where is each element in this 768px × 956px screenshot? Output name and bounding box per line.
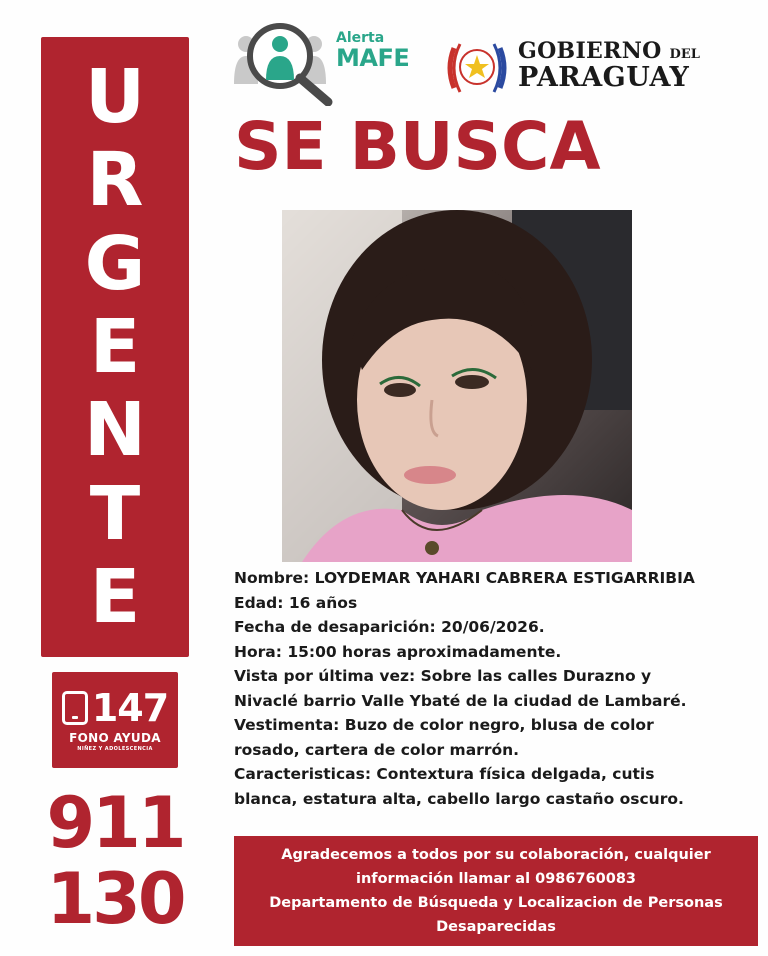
department-line-cont: Desaparecidas <box>436 919 556 935</box>
urgent-letter: T <box>89 470 141 557</box>
urgent-letter: E <box>89 303 141 390</box>
detail-clothing-cont: rosado, cartera de color marrón. <box>234 740 520 759</box>
gobierno-title-line1 <box>518 38 700 64</box>
detail-last-seen: Vista por última vez: Sobre las calles Durazno y <box>234 667 652 685</box>
detail-last-seen-cont: Nivaclé barrio Valle Ybaté de la ciudad de Lambaré. <box>234 691 687 710</box>
contact-phone-line: información llamar al 0986760083 <box>355 871 637 887</box>
gobierno-del-word: DEL <box>669 47 700 62</box>
detail-date: Fecha de desaparición: 20/06/2026. <box>234 618 545 636</box>
gobierno-word: GOBIERNO <box>518 38 662 64</box>
detail-age: Edad: 16 años <box>234 593 358 612</box>
detail-features: Caracteristicas: Contextura física delgada, cutis <box>234 765 655 783</box>
urgent-letter: R <box>86 137 144 224</box>
phone-icon <box>62 691 88 725</box>
emergency-number-911: 911 <box>46 782 184 864</box>
fono-ayuda-top <box>62 685 169 730</box>
gobierno-title-line2: PARAGUAY <box>518 62 690 93</box>
se-busca-headline: SE BUSCA <box>234 108 601 185</box>
urgent-letter: U <box>84 53 146 140</box>
urgent-letter: N <box>84 387 146 474</box>
fono-ayuda-badge <box>52 672 178 768</box>
paraguay-seal-icon <box>444 38 510 96</box>
emergency-number-130: 130 <box>46 858 184 940</box>
urgent-letter: G <box>84 220 146 307</box>
contact-info-box <box>234 836 758 946</box>
urgent-letter: E <box>89 554 141 641</box>
fono-ayuda-number: 147 <box>91 685 169 730</box>
urgent-banner <box>41 37 189 657</box>
missing-person-details <box>234 566 754 811</box>
thanks-line: Agradecemos a todos por su colaboración, cualquier <box>281 847 711 863</box>
detail-time: Hora: 15:00 horas aproximadamente. <box>234 642 562 661</box>
alerta-logo-line1: Alerta <box>336 30 385 46</box>
fono-ayuda-label: FONO AYUDA <box>69 730 161 745</box>
missing-person-photo <box>282 210 632 562</box>
detail-clothing: Vestimenta: Buzo de color negro, blusa de color <box>234 716 654 734</box>
fono-ayuda-subtitle: NIÑEZ Y ADOLESCENCIA <box>77 745 153 752</box>
detail-name: Nombre: LOYDEMAR YAHARI CABRERA ESTIGARRIBIA <box>234 569 695 587</box>
department-line: Departamento de Búsqueda y Localizacion de Personas <box>269 895 723 911</box>
alerta-logo-line2: MAFE <box>336 44 410 72</box>
detail-features-cont: blanca, estatura alta, cabello largo castaño oscuro. <box>234 789 684 808</box>
